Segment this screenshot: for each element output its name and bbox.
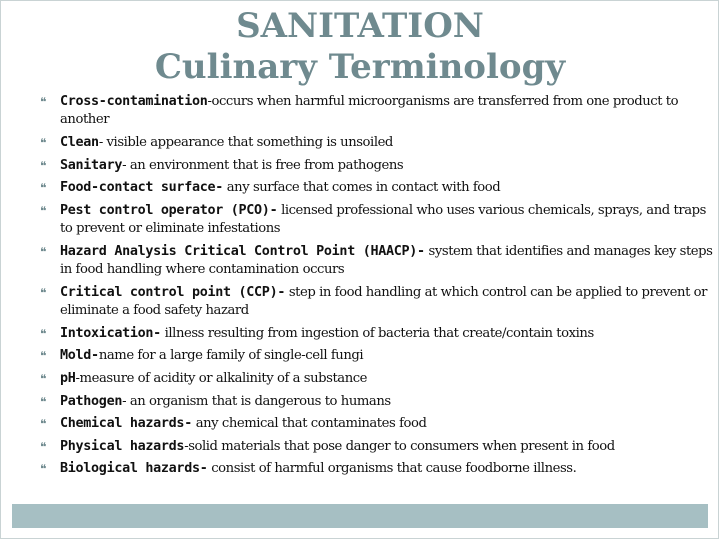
term-name: pH	[60, 370, 76, 386]
term-definition: - an organism that is dangerous to humans	[122, 393, 391, 409]
list-item	[40, 179, 718, 197]
term-definition: illness resulting from ingestion of bacteria that create/contain toxins	[160, 325, 594, 341]
term-definition: any chemical that contaminates food	[191, 416, 427, 432]
title-line-2: Culinary Terminology	[154, 47, 566, 88]
term-definition: -solid materials that pose danger to consumers when present in food	[184, 438, 615, 454]
bullet-icon: ❝	[40, 417, 47, 432]
term-definition: - an environment that is free from pathogens	[122, 157, 404, 173]
list-item	[40, 134, 718, 152]
term-name: Pest control operator (PCO)-	[60, 202, 278, 218]
list-item	[40, 157, 718, 175]
term-name: Critical control point (CCP)-	[60, 284, 286, 300]
list-item	[40, 393, 718, 411]
term-name: Pathogen	[60, 393, 123, 409]
term-name: Mold-	[60, 348, 99, 364]
bullet-icon: ❝	[40, 285, 47, 300]
bullet-icon: ❝	[40, 349, 47, 364]
list-item	[40, 325, 718, 343]
term-name: Sanitary	[60, 157, 123, 173]
term-definition: - visible appearance that something is unsoiled	[98, 135, 393, 150]
title-line-1: SANITATION	[236, 6, 484, 46]
footer-bar	[12, 504, 708, 528]
bullet-icon: ❝	[40, 181, 47, 196]
term-name: Chemical hazards-	[60, 416, 192, 432]
list-item	[40, 460, 718, 478]
bullet-icon: ❝	[40, 439, 47, 454]
list-item	[40, 347, 718, 365]
term-definition: licensed professional who uses various chemicals, sprays, and traps to prevent or eliminate infestations	[60, 202, 706, 237]
term-name: Food-contact surface-	[60, 180, 223, 196]
bullet-icon: ❝	[40, 158, 47, 173]
term-definition: step in food handling at which control can be applied to prevent or eliminate a food safety hazard	[60, 284, 708, 319]
term-definition: name for a large family of single-cell fungi	[98, 348, 364, 364]
bullet-icon: ❝	[40, 462, 47, 477]
bullet-icon: ❝	[40, 95, 47, 109]
term-definition: system that identifies and manages key steps in food handling where contamination occurs	[60, 243, 713, 278]
list-item	[40, 370, 718, 388]
term-name: Intoxication-	[60, 325, 161, 341]
bullet-icon: ❝	[40, 203, 47, 218]
list-item	[40, 438, 718, 456]
term-name: Biological hazards-	[60, 461, 208, 477]
term-name: Physical hazards	[60, 438, 185, 454]
term-name: Clean	[60, 135, 99, 150]
term-name: Hazard Analysis Critical Control Point (HAACP)-	[60, 243, 425, 259]
term-definition: -occurs when harmful microorganisms are transferred from one product to another	[60, 94, 679, 128]
term-definition: -measure of acidity or alkalinity of a substance	[75, 370, 368, 386]
term-name: Cross-contamination	[60, 94, 208, 109]
term-definition: any surface that comes in contact with food	[223, 180, 501, 196]
bullet-icon: ❝	[40, 371, 47, 386]
list-item	[40, 202, 718, 239]
term-definition: consist of harmful organisms that cause foodborne illness.	[207, 461, 577, 477]
slide-title	[0, 6, 720, 89]
bullet-icon: ❝	[40, 136, 47, 150]
list-item	[40, 243, 718, 280]
bullet-icon: ❝	[40, 244, 47, 259]
bullet-icon: ❝	[40, 394, 47, 409]
list-item	[40, 93, 718, 130]
term-list	[40, 93, 718, 483]
list-item	[40, 284, 718, 321]
list-item	[40, 415, 718, 433]
bullet-icon: ❝	[40, 326, 47, 341]
